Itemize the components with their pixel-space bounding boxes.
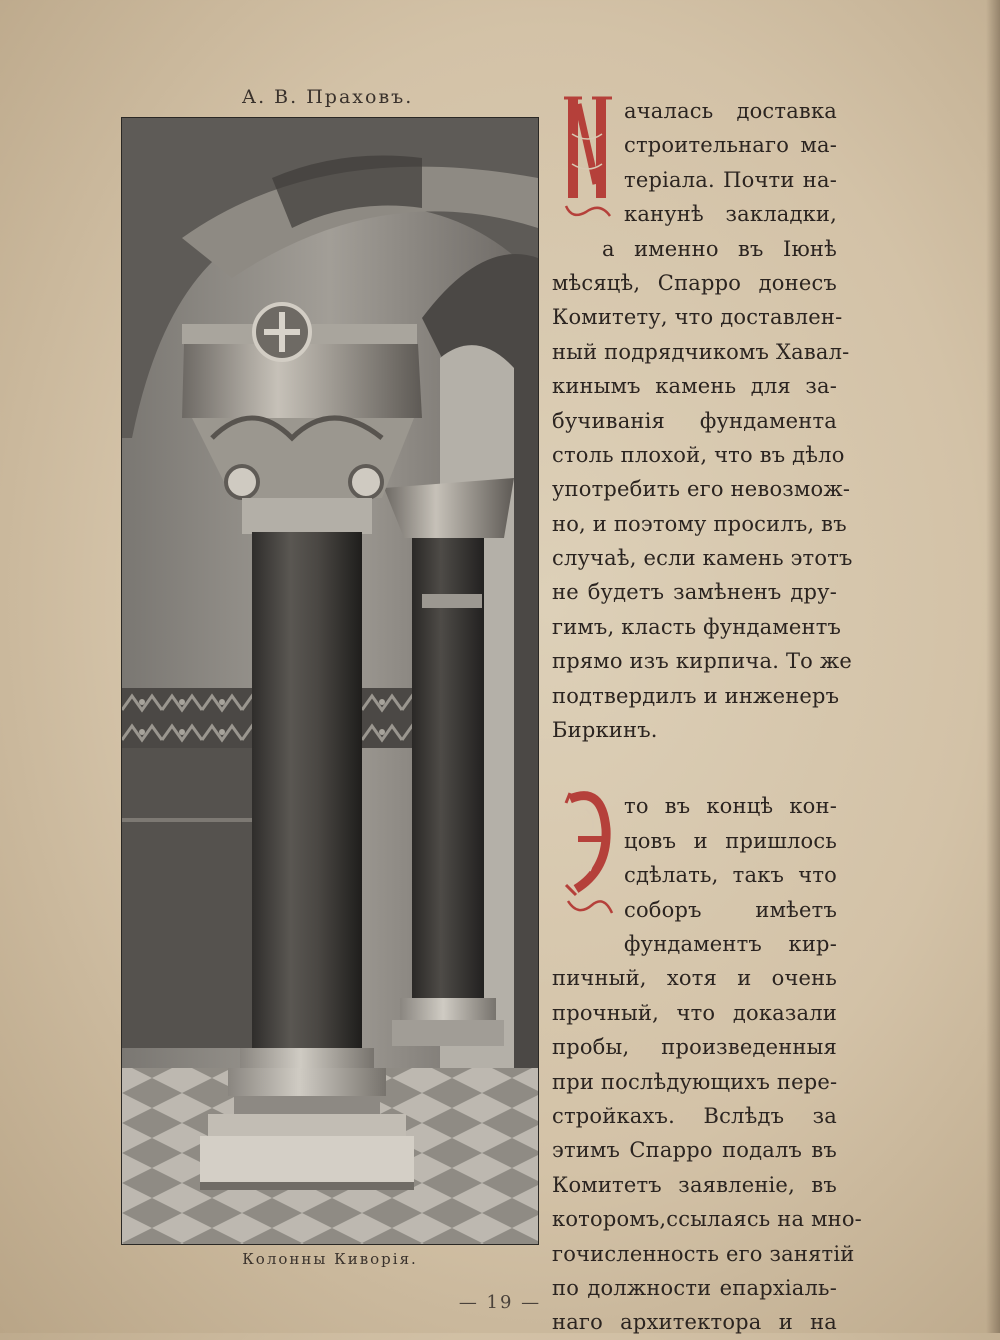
text-line: употребить его невозмож- [552,477,851,502]
text-line: но, и поэтому просилъ, въ [552,511,847,536]
text-line: ачалась доставка [624,99,837,123]
text-line: наго архитектора и на [552,1310,837,1335]
text-line: сдѣлать, такъ что [624,863,837,888]
drop-cap-N [562,94,614,224]
text-line: а именно въ Іюнѣ [602,236,837,261]
text-line: пичный, хотя и очень [552,966,837,991]
text-line: столь плохой, что въ дѣло [552,442,845,467]
text-line: гочисленность его занятій [552,1241,855,1266]
text-line: при послѣдующихъ пере- [552,1069,838,1094]
text-line: гимъ, класть фундаментъ [552,614,842,639]
text-line: прямо изъ кирпича. То же [552,649,853,674]
paragraph-2 [552,789,862,1339]
text-line: прочный, что доказали [552,1000,837,1025]
photo-plate [122,118,538,1244]
text-line: соборъ имѣетъ [624,897,837,922]
plate-caption: Колонны Киворія. [242,1250,418,1268]
text-line: подтвердилъ и инженеръ [552,683,840,708]
text-line: цовъ и пришлось [624,828,837,853]
text-line: кинымъ камень для за- [552,374,837,399]
text-line: по должности епархіаль- [552,1275,837,1300]
text-line: канунѣ закладки, [624,202,837,227]
ornamental-initial-icon [562,94,614,224]
text-line: стройкахъ. Вслѣдъ за [552,1103,837,1128]
ornamental-initial-icon [562,789,614,919]
text-line: мѣсяцѣ, Спарро донесъ [552,270,837,295]
drop-cap-E [562,789,614,919]
text-line: которомъ,ссылаясь на мно- [552,1207,862,1232]
column-photograph-icon [122,118,538,1244]
page-number: — 19 — [458,1292,542,1313]
text-line: строительнаго ма- [624,133,837,158]
running-head-author: А. В. Праховъ. [241,86,414,108]
text-line: теріала. Почти на- [624,167,837,192]
text-column [552,94,862,1340]
text-line: Комитету, что доставлен- [552,305,843,330]
text-line: пробы, произведенныя [552,1035,837,1060]
text-line: не будетъ замѣненъ дру- [552,580,837,605]
text-line: этимъ Спарро подалъ въ [552,1138,837,1163]
text-line: то въ концѣ кон- [624,794,837,819]
page-edge-shadow [986,0,1000,1333]
text-line: Биркинъ. [552,718,658,743]
text-line: бучиванія фундамента [552,408,837,433]
text-line: фундаментъ кир- [624,931,837,956]
text-line: Комитетъ заявленіе, въ [552,1172,837,1197]
text-line: ный подрядчикомъ Хавал- [552,339,850,364]
paragraph-1 [552,94,853,747]
text-line: случаѣ, если камень этотъ [552,546,853,571]
